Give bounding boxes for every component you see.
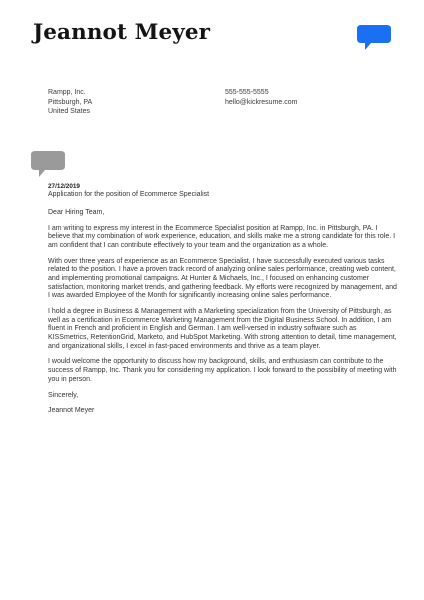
contact-phone: 555-555-5555 (225, 89, 269, 96)
recipient-city: Pittsburgh, PA (48, 98, 93, 106)
speech-bubble-icon (357, 25, 391, 51)
letter-date: 27/12/2019 (48, 183, 80, 190)
contact-info (225, 88, 297, 107)
recipient-address (48, 88, 92, 117)
contact-email: hello@kickresume.com (225, 98, 298, 106)
letter-closing: Sincerely, (48, 391, 79, 399)
applicant-name: Jeannot Meyer (33, 20, 211, 45)
recipient-country: United States (48, 108, 91, 115)
letter-body (48, 209, 398, 423)
letter-paragraph: I hold a degree in Business & Management with a Marketing specialization from the University of Pittsburgh, as well as a certification in Ecommerce Marketing Management from the Digital Business School. In addition, I am fluent in French and proficient in English and German. I am well-versed in industry software such as KISSmetrics, RetentionGrid, Marketo, and HubSpot Marketing. With strong attention to detail, time management, and organizational skills, I excel in fast-paced environments and thrive as a team player. (48, 308, 397, 350)
letter-greeting: Dear Hiring Team, (48, 209, 105, 216)
letter-signature: Jeannot Meyer (48, 407, 95, 415)
recipient-company: Rampp, Inc. (48, 89, 86, 96)
letter-paragraph: I am writing to express my interest in the Ecommerce Specialist position at Rampp, Inc. in Pittsburgh, PA. I believe that my combination of work experience, education, and skills make me a strong candidate for this role. I am confident that I can contribute effectively to your team and the organization as a whole. (48, 224, 396, 249)
letter-paragraph: I would welcome the opportunity to discuss how my background, skills, and enthusiasm can contribute to the success of Rampp, Inc. Thank you for considering my application. I look forward to the possibility of meeting with you in person. (48, 358, 397, 383)
letter-subject: Application for the position of Ecommerce Specialist (48, 191, 210, 198)
letter-paragraph: With over three years of experience as an Ecommerce Specialist, I have successfully executed various tasks related to the position. I have a proven track record of analyzing online sales performance, creating web content, and implementing promotional campaigns. At Hunter & Michaels, Inc., I focused on enhancing customer satisfaction, monitoring market trends, and gathering feedback. My efforts were recognized by management, and I was awarded Employee of the Month for significantly increasing online sales performance. (48, 257, 397, 300)
speech-bubble-divider-icon (31, 151, 65, 178)
